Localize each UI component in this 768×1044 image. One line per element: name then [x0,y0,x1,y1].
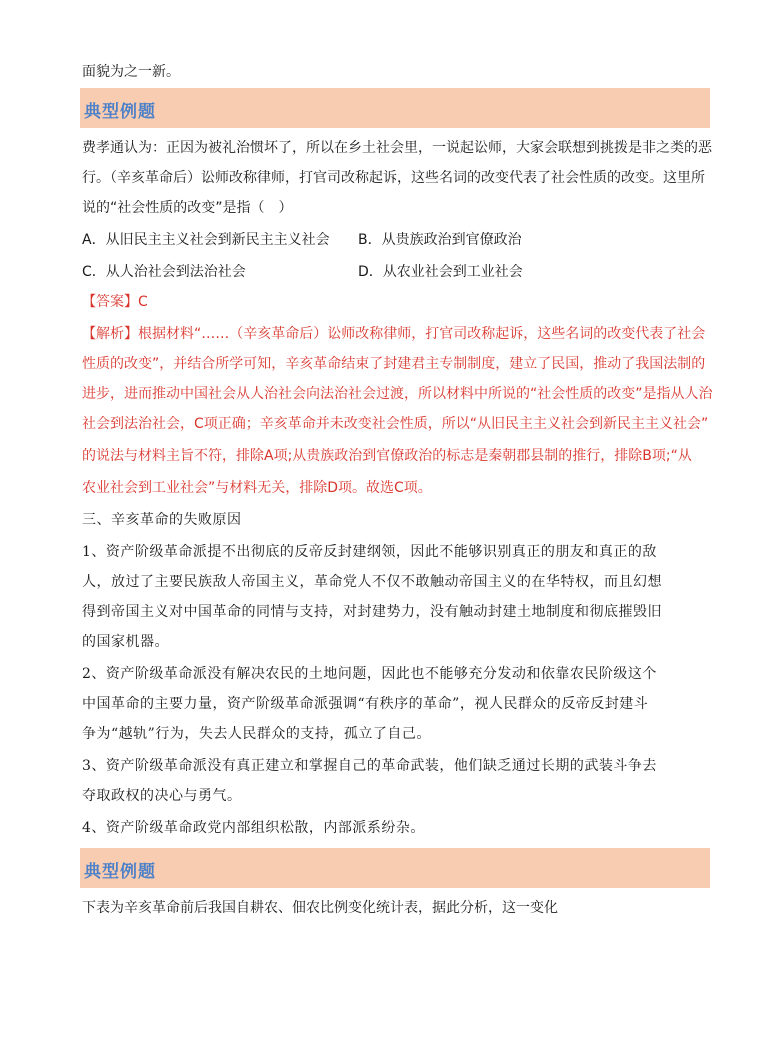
section-3-line-10: 4、资产阶级革命政党内部组织松散，内部派系纷杂。 [82,820,425,836]
section-3-line-2: 人，放过了主要民族敌人帝国主义，革命党人不仅不敢触动帝国主义的在华特权，而且幻想 [82,574,662,590]
analysis-line-1: 【解析】根据材料“……（辛亥革命后）讼师改称律师，打官司改称起诉，这些名词的改变代表了社会 [82,326,706,342]
section-3-line-6: 中国革命的主要力量，资产阶级革命派强调“有秩序的革命”，视人民群众的反帝反封建斗 [82,696,649,712]
option-d: D．从农业社会到工业社会 [358,264,523,280]
section-3-line-9: 夺取政权的决心与勇气。 [82,788,242,804]
question-1-line-2: 行。（辛亥革命后）讼师改称律师，打官司改称起诉，这些名词的改变代表了社会性质的改变。这里所 [82,170,705,186]
example-banner-1 [80,88,710,128]
intro-line: 面貌为之一新。 [82,64,180,80]
question-2-line-1: 下表为辛亥革命前后我国自耕农、佃农比例变化统计表，据此分析，这一变化 [82,900,558,916]
analysis-line-5: 的说法与材料主旨不符，排除A项;从贵族政治到官僚政治的标志是秦朝郡县制的推行，排除B项;“从 [82,448,692,464]
question-1-line-1: 费孝通认为：正因为被礼治惯坏了，所以在乡土社会里，一说起讼师，大家会联想到挑拨是非之类的恶 [82,140,712,156]
example-banner-1-title: 典型例题 [84,102,156,122]
option-c: C．从人治社会到法治社会 [82,264,246,280]
analysis-line-6: 农业社会到工业社会”与材料无关，排除D项。故选C项。 [82,480,432,496]
answer-line: 【答案】C [82,294,148,310]
section-3-line-7: 争为“越轨”行为，失去人民群众的支持，孤立了自己。 [82,726,431,742]
analysis-line-4: 社会到法治社会，C项正确；辛亥革命并未改变社会性质，所以“从旧民主主义社会到新民主主义社会” [82,416,709,432]
section-3-line-1: 1、资产阶级革命派提不出彻底的反帝反封建纲领，因此不能够识别真正的朋友和真正的敌 [82,544,657,560]
question-1-line-3: 说的“社会性质的改变”是指（ ） [82,200,293,216]
section-3-heading: 三、辛亥革命的失败原因 [82,512,242,528]
analysis-line-2: 性质的改变”，并结合所学可知，辛亥革命结束了封建君主专制制度，建立了民国，推动了我国法制的 [82,356,706,372]
option-a: A．从旧民主主义社会到新民主主义社会 [82,232,330,248]
section-3-line-4: 的国家机器。 [82,634,169,650]
example-banner-2-title: 典型例题 [84,862,156,882]
section-3-line-8: 3、资产阶级革命派没有真正建立和掌握自己的革命武装，他们缺乏通过长期的武装斗争去 [82,758,657,774]
section-3-line-5: 2、资产阶级革命派没有解决农民的土地问题，因此也不能够充分发动和依靠农民阶级这个 [82,666,657,682]
section-3-line-3: 得到帝国主义对中国革命的同情与支持，对封建势力，没有触动封建土地制度和彻底摧毁旧 [82,604,662,620]
example-banner-2 [80,848,710,888]
analysis-line-3: 进步，进而推动中国社会从人治社会向法治社会过渡，所以材料中所说的“社会性质的改变”是指从人治 [82,386,713,402]
option-b: B．从贵族政治到官僚政治 [358,232,522,248]
